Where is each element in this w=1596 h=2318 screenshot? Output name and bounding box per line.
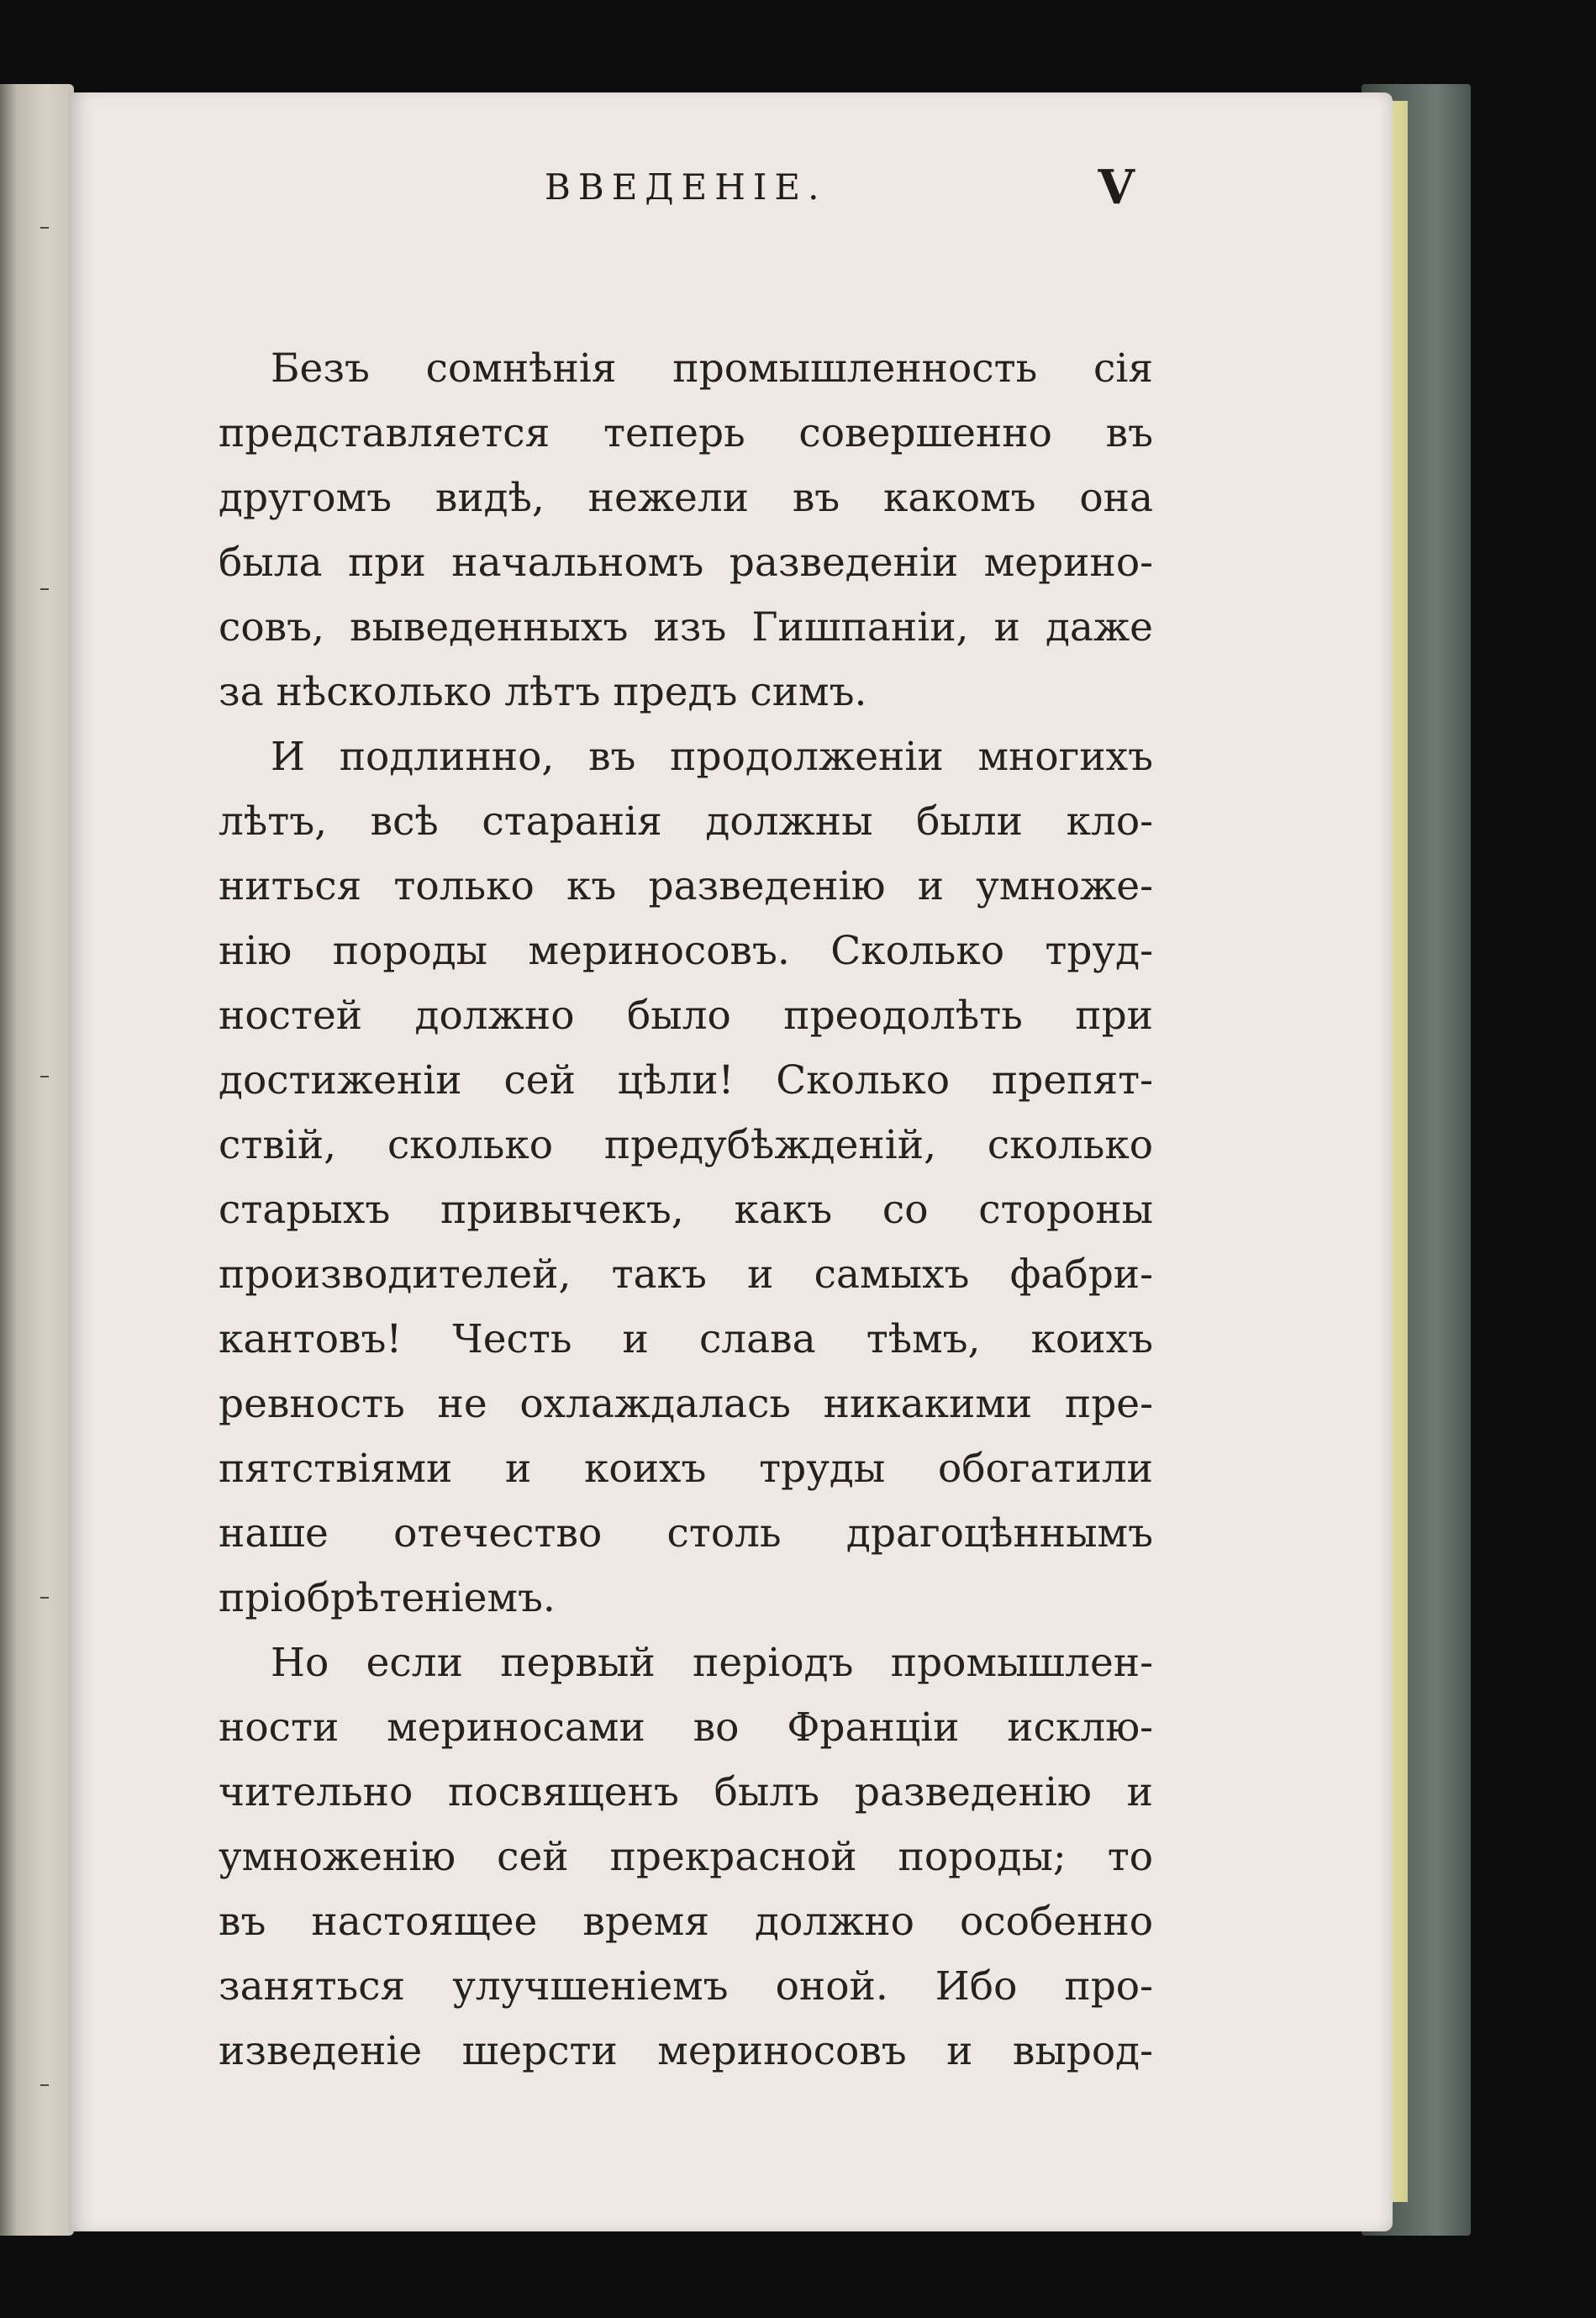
text-line: Но если первый періодъ промышлен- [271, 1640, 1153, 1686]
text-line: чительно посвященъ былъ разведенію и [219, 1769, 1153, 1815]
text-line: ностей должно было преодолѣть при [219, 993, 1153, 1039]
text-line: изведеніе шерсти мериносовъ и вырод- [219, 2028, 1153, 2074]
text-line: въ настоящее время должно особенно [219, 1899, 1153, 1945]
text-line: заняться улучшеніемъ оной. Ибо про- [219, 1963, 1153, 2010]
text-line: пріобрѣтеніемъ. [219, 1575, 556, 1621]
text-line: Безъ сомнѣнія промышленность сія [271, 345, 1153, 392]
running-head [219, 160, 1160, 227]
text-line: совъ, выведенныхъ изъ Гишпаніи, и даже [219, 604, 1153, 651]
margin-mark [40, 588, 49, 590]
text-line: другомъ видѣ, нежели въ какомъ она [219, 475, 1153, 521]
text-line: лѣтъ, всѣ старанія должны были кло- [219, 798, 1153, 845]
text-line: достиженіи сей цѣли! Сколько препят- [219, 1057, 1153, 1104]
text-line: наше отечество столь драгоцѣннымъ [219, 1510, 1153, 1557]
margin-mark [40, 2084, 49, 2086]
text-line: была при начальномъ разведеніи мерино- [219, 540, 1153, 586]
text-line: представляется теперь совершенно въ [219, 410, 1153, 456]
body-text [219, 336, 1153, 2084]
text-line: кантовъ! Честь и слава тѣмъ, коихъ [219, 1316, 1153, 1362]
margin-mark [40, 227, 49, 229]
text-line: ревность не охлаждалась никакими пре- [219, 1381, 1153, 1427]
text-line: пятствіями и коихъ труды обогатили [219, 1446, 1153, 1492]
page-number: V [1098, 160, 1135, 215]
left-page-edge [0, 84, 74, 2236]
text-line: ниться только къ разведенію и умноже- [219, 863, 1153, 909]
text-line: умноженію сей прекрасной породы; то [219, 1834, 1153, 1880]
running-title: ВВЕДЕНІЕ. [545, 166, 827, 208]
margin-mark [40, 1076, 49, 1077]
text-line: нію породы мериносовъ. Сколько труд- [219, 928, 1153, 974]
text-line: старыхъ привычекъ, какъ со стороны [219, 1187, 1153, 1233]
text-line: ности мериносами во Франціи исклю- [219, 1704, 1153, 1751]
text-line: И подлинно, въ продолженіи многихъ [271, 734, 1153, 780]
margin-mark [40, 1597, 49, 1599]
text-line: за нѣсколько лѣтъ предъ симъ. [219, 669, 867, 715]
text-line: ствій, сколько предубѣжденій, сколько [219, 1122, 1153, 1168]
text-line: производителей, такъ и самыхъ фабри- [219, 1251, 1153, 1298]
